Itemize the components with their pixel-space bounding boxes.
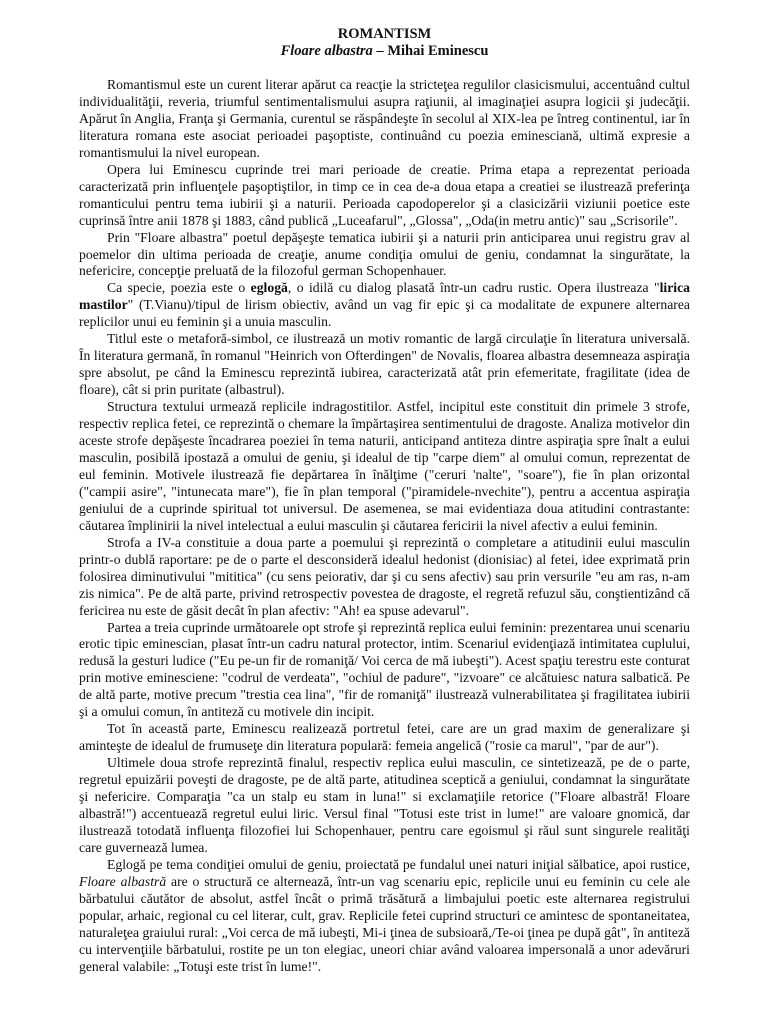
- subtitle-work: Floare albastra: [280, 43, 373, 59]
- paragraph-11-text-c: are o structură ce alternează, într-un vag scenariu epic, replicile unui eu feminin cu cele ale bărbatului căutător de absolut, astfel încât o primă trăsătură a limbajului poetic este alternarea registrului popular, arhaic, regional cu cel literar, cult, grav. Replicile fetei cuprind structuri ce amintesc de spontaneitatea, naturaleţea graiului rural: „Voi cerca de mă iubeşti, Mi-i ţinea de subsioară,/Te-oi ţinea pe după gât", în antiteză cu intervenţiile bărbatului, rostite pe un ton elegiac, uneori chiar având valoarea impersonală a unor adevăruri general valabile: „Totuşi este trist în lume!".: [79, 873, 690, 974]
- paragraph-1: Romantismul este un curent literar apărut ca reacţie la stricteţea regulilor clasicismului, accentuând cultul individualităţii, reveria, triumful sentimentalismului asupra raţiunii, al imaginaţiei asupra logicii şi judecăţii. Apărut în Anglia, Franţa şi Germania, curentul se răspândeşte în secolul al XIX-lea pe întreg continentul, iar în literatura romana este asociat perioadei paşoptiste, continuând cu poezia eminesciană, ultimă expresie a romantismului la nivel european.: [79, 77, 690, 160]
- paragraph-4-text-e: " (T.Vianu)/tipul de lirism obiectiv, având un vag fir epic şi ca modalitate de expunere alternarea replicilor unui eu feminin şi a unuia masculin.: [79, 297, 690, 330]
- paragraph-7: Strofa a IV-a constituie a doua parte a poemului şi reprezintă o completare a atitudinii eului masculin printr-o dublă raportare: pe de o parte el desconsideră idealul hedonist (dionisiac) al fetei, idee exprimată prin folosirea diminutivului "mititica" (cu sens peiorativ, dar şi cu sens afectiv) sau prin versurile "eu am ras, n-am zis nimica". Pe de altă parte, privind retrospectiv povestea de dragoste, el regretă refuzul său, conştientizând că fericirea nu este de găsit decât în plan afectiv: "Ah! ea spuse adevarul".: [79, 534, 690, 618]
- paragraph-9: Tot în această parte, Eminescu realizează portretul fetei, care are un grad maxim de generalizare şi aminteşte de idealul de frumuseţe din literatura populară: femeia angelică ("rosie ca marul", "par de aur").: [79, 721, 690, 754]
- document-page: [79, 26, 690, 976]
- paragraph-10: Ultimele doua strofe reprezintă finalul, respectiv replica eului masculin, ce sintetizează, pe de o parte, regretul epuizării poveşti de dragoste, pe de altă parte, atitudinea sceptică a geniului, condamnat la singurătate şi nefericire. Comparaţia "ca un stalp eu stam in luna!" si exclamaţiile retorice ("Floare albastră! Floare albastră!") accentuează regretul eului liric. Versul final "Totusi este trist in lume!" are valoare gnomică, dar ilustrează totodată influenţa filozofiei lui Schopenhauer, pentru care egoismul şi răul sunt singurele realităţi care guvernează lumea.: [79, 755, 690, 855]
- paragraph-5: Titlul este o metaforă-simbol, ce ilustrează un motiv romantic de largă circulaţie în literatura universală. În literatura germană, în romanul "Heinrich von Ofterdingen" de Novalis, floarea albastra desemneaza aspiraţia spre absolut, pe când la Eminescu reprezintă iubirea, caracterizată atât prin efemeritate, fragilitate (idea de floare), cât si prin puritate (albastrul).: [79, 331, 690, 398]
- page-subtitle: [79, 43, 690, 60]
- paragraph-8: Partea a treia cuprinde următoarele opt strofe şi reprezintă replica eului feminin: prezentarea unui scenariu erotic tipic eminescian, plasat într-un cadru natural protector, intim. Scenariul evidenţiază intimitatea cuplului, redusă la gesturi ludice ("Eu pe-un fir de romaniţă/ Voi cerca de mă iubeşti"). Acest spaţiu terestru este conturat prin motive eminesciene: "codrul de verdeata", "ochiul de padure", "izvoare" ce alcătuiesc natura salbatică. Pe de altă parte, motive precum "trestia cea lina", "fir de romaniţă" ilustrează vulnerabilitatea şi fragilitatea iubirii şi a omului comun, în antiteză cu motivele din incipit.: [79, 619, 690, 720]
- subtitle-author: Mihai Eminescu: [387, 43, 489, 59]
- paragraph-4-text-c: , o idilă cu dialog plasată într-un cadru rustic. Opera ilustreaza ": [287, 280, 660, 296]
- paragraph-2: Opera lui Eminescu cuprinde trei mari perioade de creatie. Prima etapa a reprezentat perioada caracterizată prin influenţele paşoptiştilor, in timp ce in cea de-a doua etapa a creatiei se ilustrează preferinţa romanticului pentru tema iubirii şi a naturii. Perioada capodoperelor şi a clasicizării viziunii poetice este cuprinsă între anii 1878 şi 1883, când publică „Luceafarul", „Glossa", „Oda(in metru antic)" sau „Scrisorile".: [79, 161, 690, 228]
- paragraph-6: Structura textului urmează replicile indragostitilor. Astfel, incipitul este constituit din primele 3 strofe, respectiv replica fetei, ce reprezintă o chemare la împărtaşirea sentimentului de dragoste. Analiza motivelor din aceste strofe depăşeste încadrarea poeziei în tema naturii, anticipand antiteza dintre aspiraţia spre înalt a eului masculin, posibilă ipostază a omului de geniu, şi idealul de tip "carpe diem" al omului comun, reprezentat de eul feminin. Motivele ilustrează fie depărtarea în înălţime ("ceruri 'nalte", "soare"), fie în plan orizontal ("campii asire", "intunecata mare"), fie în plan temporal ("piramidele-nvechite"), pentru a accentua aspiraţia geniului de a cuprinde spiritual tot universul. De asemenea, se mai evidentiaza doua atitudini contrastante: căutarea împlinirii la nivel intelectual a eului masculin şi căutarea fericirii la nivel afectiv a eului feminin.: [79, 399, 690, 533]
- subtitle-separator: –: [372, 43, 388, 59]
- term-lirica-mastilor: lirica mastilor: [79, 280, 690, 313]
- term-ecloga: eglogă: [250, 280, 288, 296]
- work-title-italic: Floare albastră: [79, 873, 167, 889]
- paragraph-11: [79, 857, 690, 976]
- paragraph-3: Prin "Floare albastra" poetul depăşeşte tematica iubirii şi a naturii prin anticiparea unui registru grav al poemelor din ultima perioada de creaţie, anume condiţia omului de geniu, condamnat la singurătate, la nefericire, concepţie preluată de la filozoful german Schopenhauer.: [79, 229, 690, 279]
- paragraph-4: [79, 280, 690, 331]
- paragraph-11-text-a: Eglogă pe tema condiţiei omului de geniu, proiectată pe fundalul unei naturi iniţial sălbatice, apoi rustice,: [107, 856, 690, 872]
- page-title: ROMANTISM: [337, 26, 432, 42]
- paragraph-4-text-a: Ca specie, poezia este o: [107, 280, 251, 296]
